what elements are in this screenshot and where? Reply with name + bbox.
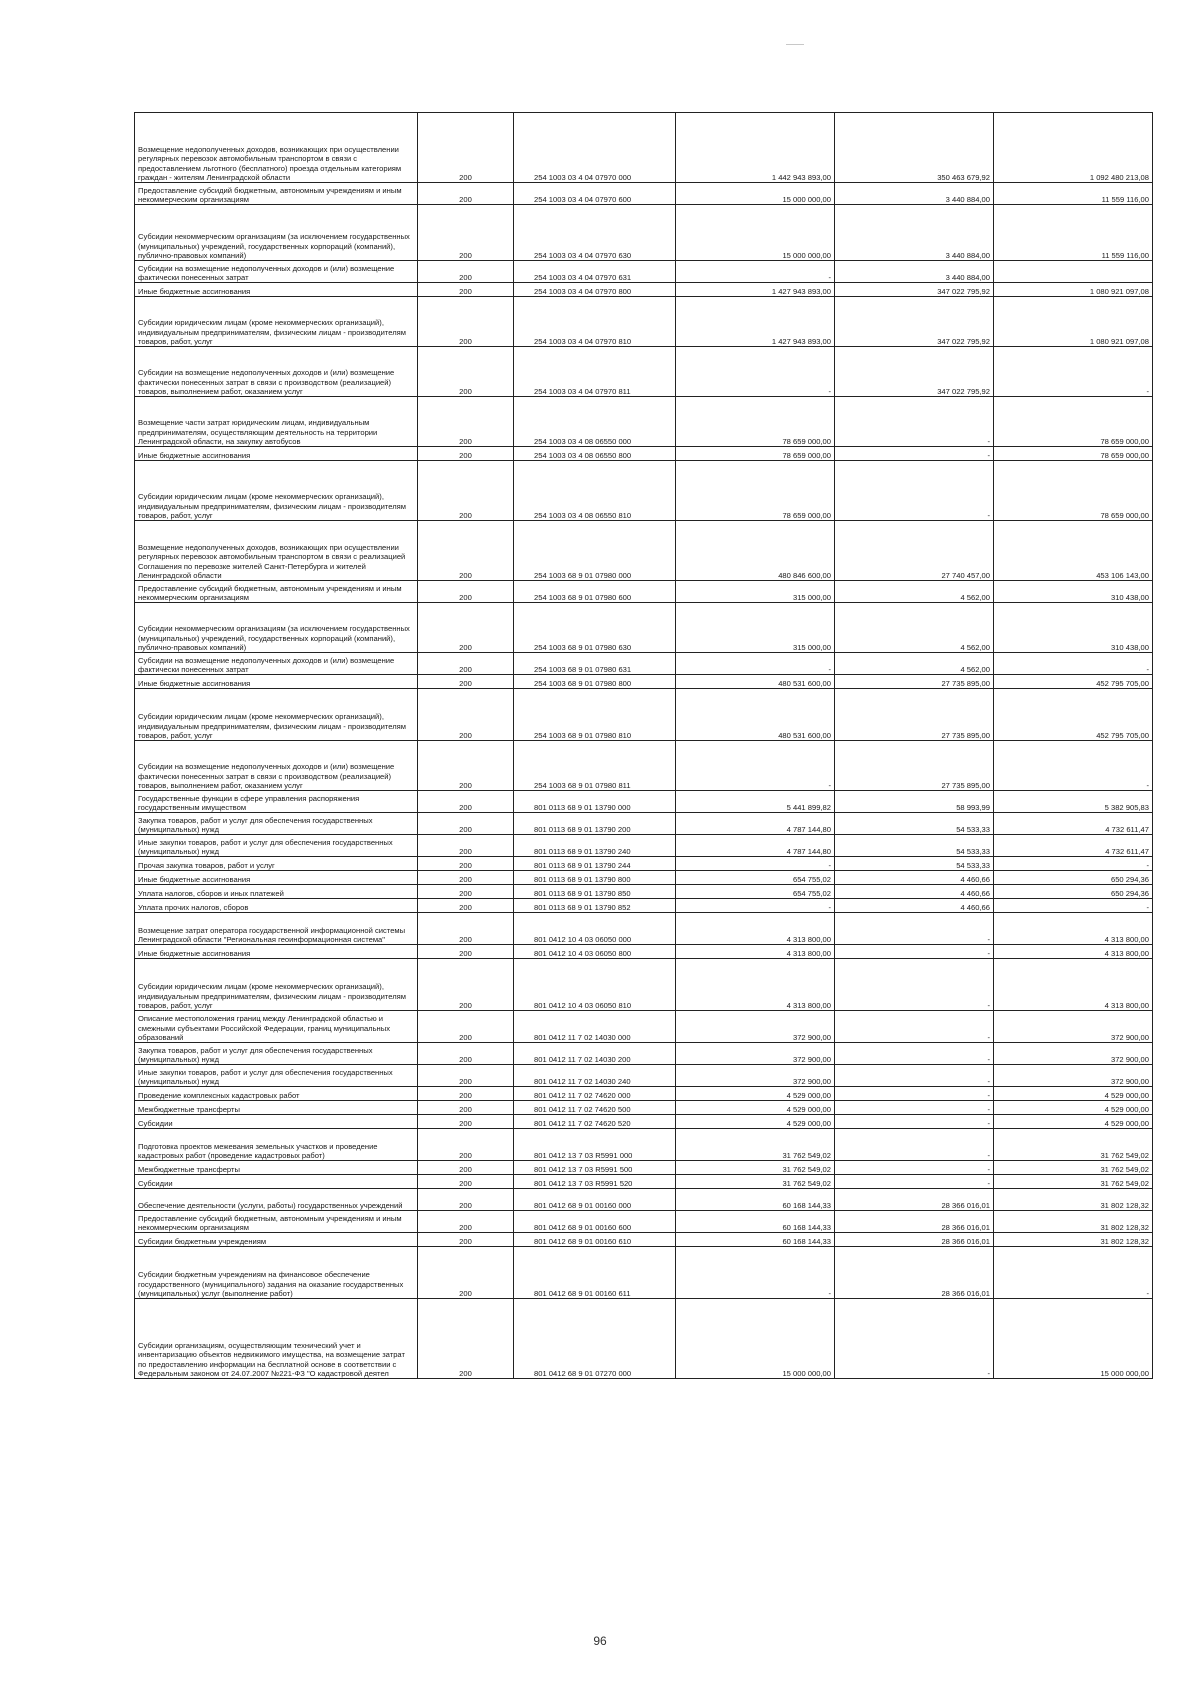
- row-kbk-cell: 801 0412 10 4 03 06050 810: [514, 959, 676, 1011]
- table-row: [135, 791, 1153, 813]
- row-unexecuted-cell: 31 762 549,02: [994, 1161, 1153, 1175]
- row-name-cell: Закупка товаров, работ и услуг для обеспечения государственных (муниципальных) нужд: [135, 1043, 418, 1065]
- row-executed-cell: -: [835, 1115, 994, 1129]
- row-name-cell: Субсидии на возмещение недополученных доходов и (или) возмещение фактически понесенных затрат в связи с производством (реализацией) товаров, выполнением работ, оказанием услуг: [135, 347, 418, 397]
- row-code-cell: 200: [418, 899, 514, 913]
- row-executed-cell: 347 022 795,92: [835, 347, 994, 397]
- row-executed-cell: 58 993,99: [835, 791, 994, 813]
- table-row: [135, 347, 1153, 397]
- table-row: [135, 1175, 1153, 1189]
- row-kbk-cell: 801 0412 11 7 02 14030 000: [514, 1011, 676, 1043]
- row-unexecuted-cell: 452 795 705,00: [994, 689, 1153, 741]
- row-executed-cell: 4 460,66: [835, 871, 994, 885]
- row-executed-cell: -: [835, 461, 994, 521]
- row-name-cell: Субсидии юридическим лицам (кроме некоммерческих организаций), индивидуальным предпринимателям, физическим лицам - производителям товаров, работ, услуг: [135, 297, 418, 347]
- row-kbk-cell: 801 0412 68 9 01 00160 600: [514, 1211, 676, 1233]
- table-row: [135, 447, 1153, 461]
- row-approved-cell: 31 762 549,02: [676, 1129, 835, 1161]
- row-unexecuted-cell: 4 732 611,47: [994, 835, 1153, 857]
- row-unexecuted-cell: 310 438,00: [994, 581, 1153, 603]
- row-kbk-cell: 254 1003 68 9 01 07980 800: [514, 675, 676, 689]
- row-name-cell: Субсидии на возмещение недополученных доходов и (или) возмещение фактически понесенных затрат: [135, 261, 418, 283]
- row-kbk-cell: 254 1003 68 9 01 07980 631: [514, 653, 676, 675]
- row-approved-cell: 31 762 549,02: [676, 1175, 835, 1189]
- row-kbk-cell: 254 1003 03 4 04 07970 630: [514, 205, 676, 261]
- row-approved-cell: 315 000,00: [676, 581, 835, 603]
- row-unexecuted-cell: 31 802 128,32: [994, 1189, 1153, 1211]
- row-code-cell: 200: [418, 521, 514, 581]
- table-row: [135, 1189, 1153, 1211]
- row-name-cell: Субсидии бюджетным учреждениям: [135, 1233, 418, 1247]
- row-executed-cell: -: [835, 447, 994, 461]
- row-name-cell: Субсидии юридическим лицам (кроме некоммерческих организаций), индивидуальным предпринимателям, физическим лицам - производителям товаров, работ, услуг: [135, 461, 418, 521]
- table-row: [135, 1065, 1153, 1087]
- row-approved-cell: -: [676, 1247, 835, 1299]
- row-code-cell: 200: [418, 1087, 514, 1101]
- row-code-cell: 200: [418, 1247, 514, 1299]
- row-approved-cell: 315 000,00: [676, 603, 835, 653]
- row-unexecuted-cell: 372 900,00: [994, 1043, 1153, 1065]
- row-name-cell: Возмещение недополученных доходов, возникающих при осуществлении регулярных перевозок автомобильным транспортом в связи с предоставлением льготного (бесплатного) проезда отдельным категориям граждан - жителям Ленинградской области: [135, 113, 418, 183]
- table-row: [135, 959, 1153, 1011]
- row-unexecuted-cell: 11 559 116,00: [994, 183, 1153, 205]
- row-kbk-cell: 801 0412 10 4 03 06050 800: [514, 945, 676, 959]
- row-name-cell: Закупка товаров, работ и услуг для обеспечения государственных (муниципальных) нужд: [135, 813, 418, 835]
- row-code-cell: 200: [418, 397, 514, 447]
- row-kbk-cell: 254 1003 68 9 01 07980 811: [514, 741, 676, 791]
- row-name-cell: Обеспечение деятельности (услуги, работы) государственных учреждений: [135, 1189, 418, 1211]
- row-executed-cell: 4 562,00: [835, 581, 994, 603]
- row-kbk-cell: 254 1003 03 4 04 07970 810: [514, 297, 676, 347]
- row-approved-cell: 78 659 000,00: [676, 397, 835, 447]
- row-executed-cell: -: [835, 1161, 994, 1175]
- row-approved-cell: 1 427 943 893,00: [676, 283, 835, 297]
- row-unexecuted-cell: 1 080 921 097,08: [994, 283, 1153, 297]
- row-approved-cell: 1 427 943 893,00: [676, 297, 835, 347]
- row-code-cell: 200: [418, 791, 514, 813]
- table-row: [135, 603, 1153, 653]
- table-row: [135, 1247, 1153, 1299]
- row-approved-cell: 372 900,00: [676, 1065, 835, 1087]
- row-approved-cell: 15 000 000,00: [676, 205, 835, 261]
- row-unexecuted-cell: 4 529 000,00: [994, 1115, 1153, 1129]
- row-executed-cell: 3 440 884,00: [835, 205, 994, 261]
- row-executed-cell: -: [835, 1101, 994, 1115]
- row-name-cell: Субсидии некоммерческим организациям (за исключением государственных (муниципальных) учреждений, государственных корпораций (компаний), публично-правовых компаний): [135, 603, 418, 653]
- row-name-cell: Возмещение затрат оператора государственной информационной системы Ленинградской области "Региональная геоинформационная система": [135, 913, 418, 945]
- table-row: [135, 1161, 1153, 1175]
- row-unexecuted-cell: 31 802 128,32: [994, 1233, 1153, 1247]
- row-name-cell: Иные бюджетные ассигнования: [135, 283, 418, 297]
- row-executed-cell: 3 440 884,00: [835, 183, 994, 205]
- row-kbk-cell: 254 1003 03 4 04 07970 600: [514, 183, 676, 205]
- row-executed-cell: -: [835, 1129, 994, 1161]
- row-approved-cell: 480 531 600,00: [676, 675, 835, 689]
- row-kbk-cell: 254 1003 03 4 04 07970 000: [514, 113, 676, 183]
- row-name-cell: Субсидии: [135, 1115, 418, 1129]
- row-executed-cell: -: [835, 397, 994, 447]
- table-row: [135, 675, 1153, 689]
- row-code-cell: 200: [418, 857, 514, 871]
- row-code-cell: 200: [418, 913, 514, 945]
- row-executed-cell: 28 366 016,01: [835, 1247, 994, 1299]
- row-executed-cell: -: [835, 1087, 994, 1101]
- row-code-cell: 200: [418, 1011, 514, 1043]
- row-approved-cell: 4 313 800,00: [676, 913, 835, 945]
- row-name-cell: Субсидии некоммерческим организациям (за исключением государственных (муниципальных) учреждений, государственных корпораций (компаний), публично-правовых компаний): [135, 205, 418, 261]
- row-unexecuted-cell: 31 802 128,32: [994, 1211, 1153, 1233]
- page-number: 96: [593, 1634, 607, 1648]
- row-name-cell: Подготовка проектов межевания земельных участков и проведение кадастровых работ (проведение кадастровых работ): [135, 1129, 418, 1161]
- row-executed-cell: 27 735 895,00: [835, 741, 994, 791]
- row-kbk-cell: 254 1003 03 4 04 07970 800: [514, 283, 676, 297]
- row-code-cell: 200: [418, 871, 514, 885]
- row-approved-cell: -: [676, 857, 835, 871]
- table-row: [135, 461, 1153, 521]
- table-row: [135, 1115, 1153, 1129]
- row-executed-cell: 350 463 679,92: [835, 113, 994, 183]
- row-name-cell: Субсидии юридическим лицам (кроме некоммерческих организаций), индивидуальным предпринимателям, физическим лицам - производителям товаров, работ, услуг: [135, 959, 418, 1011]
- row-executed-cell: -: [835, 1299, 994, 1379]
- row-name-cell: Субсидии: [135, 1175, 418, 1189]
- row-name-cell: Предоставление субсидий бюджетным, автономным учреждениям и иным некоммерческим организациям: [135, 183, 418, 205]
- row-code-cell: 200: [418, 741, 514, 791]
- row-kbk-cell: 801 0412 11 7 02 74620 520: [514, 1115, 676, 1129]
- row-approved-cell: 1 442 943 893,00: [676, 113, 835, 183]
- row-unexecuted-cell: 15 000 000,00: [994, 1299, 1153, 1379]
- table-row: [135, 1129, 1153, 1161]
- table-row: [135, 283, 1153, 297]
- row-code-cell: 200: [418, 283, 514, 297]
- row-code-cell: 200: [418, 603, 514, 653]
- row-unexecuted-cell: 1 092 480 213,08: [994, 113, 1153, 183]
- table-row: [135, 885, 1153, 899]
- row-executed-cell: -: [835, 959, 994, 1011]
- row-kbk-cell: 801 0412 13 7 03 R5991 500: [514, 1161, 676, 1175]
- row-code-cell: 200: [418, 1129, 514, 1161]
- row-approved-cell: 654 755,02: [676, 885, 835, 899]
- row-name-cell: Государственные функции в сфере управления распоряжения государственным имуществом: [135, 791, 418, 813]
- row-unexecuted-cell: 4 529 000,00: [994, 1087, 1153, 1101]
- row-kbk-cell: 801 0113 68 9 01 13790 850: [514, 885, 676, 899]
- table-row: [135, 397, 1153, 447]
- budget-execution-table: [134, 112, 1153, 1379]
- row-kbk-cell: 801 0412 68 9 01 07270 000: [514, 1299, 676, 1379]
- row-name-cell: Предоставление субсидий бюджетным, автономным учреждениям и иным некоммерческим организациям: [135, 1211, 418, 1233]
- row-executed-cell: 54 533,33: [835, 813, 994, 835]
- row-approved-cell: 4 313 800,00: [676, 959, 835, 1011]
- row-kbk-cell: 254 1003 03 4 04 07970 631: [514, 261, 676, 283]
- row-kbk-cell: 801 0113 68 9 01 13790 244: [514, 857, 676, 871]
- row-approved-cell: -: [676, 347, 835, 397]
- table-row: [135, 1087, 1153, 1101]
- row-kbk-cell: 254 1003 03 4 04 07970 811: [514, 347, 676, 397]
- table-row: [135, 205, 1153, 261]
- row-executed-cell: 27 740 457,00: [835, 521, 994, 581]
- row-approved-cell: 480 531 600,00: [676, 689, 835, 741]
- row-name-cell: Иные бюджетные ассигнования: [135, 447, 418, 461]
- row-code-cell: 200: [418, 183, 514, 205]
- row-executed-cell: -: [835, 945, 994, 959]
- row-kbk-cell: 801 0113 68 9 01 13790 200: [514, 813, 676, 835]
- table-row: [135, 581, 1153, 603]
- row-executed-cell: 54 533,33: [835, 857, 994, 871]
- row-kbk-cell: 801 0113 68 9 01 13790 000: [514, 791, 676, 813]
- row-name-cell: Иные закупки товаров, работ и услуг для обеспечения государственных (муниципальных) нужд: [135, 835, 418, 857]
- row-name-cell: Проведение комплексных кадастровых работ: [135, 1087, 418, 1101]
- row-unexecuted-cell: 11 559 116,00: [994, 205, 1153, 261]
- row-unexecuted-cell: 4 313 800,00: [994, 945, 1153, 959]
- row-approved-cell: 4 787 144,80: [676, 835, 835, 857]
- row-code-cell: 200: [418, 885, 514, 899]
- row-executed-cell: 27 735 895,00: [835, 689, 994, 741]
- row-executed-cell: -: [835, 1043, 994, 1065]
- row-kbk-cell: 801 0412 11 7 02 14030 240: [514, 1065, 676, 1087]
- row-executed-cell: -: [835, 1011, 994, 1043]
- row-approved-cell: 4 313 800,00: [676, 945, 835, 959]
- row-code-cell: 200: [418, 1233, 514, 1247]
- row-name-cell: Возмещение части затрат юридическим лицам, индивидуальным предпринимателям, осуществляющим деятельность на территории Ленинградской области, на закупку автобусов: [135, 397, 418, 447]
- row-code-cell: 200: [418, 113, 514, 183]
- row-executed-cell: 4 562,00: [835, 653, 994, 675]
- row-approved-cell: -: [676, 261, 835, 283]
- row-kbk-cell: 801 0113 68 9 01 13790 800: [514, 871, 676, 885]
- table-row: [135, 913, 1153, 945]
- row-kbk-cell: 801 0113 68 9 01 13790 240: [514, 835, 676, 857]
- row-code-cell: 200: [418, 653, 514, 675]
- row-name-cell: Предоставление субсидий бюджетным, автономным учреждениям и иным некоммерческим организациям: [135, 581, 418, 603]
- row-code-cell: 200: [418, 297, 514, 347]
- row-approved-cell: -: [676, 899, 835, 913]
- table-row: [135, 113, 1153, 183]
- row-unexecuted-cell: 31 762 549,02: [994, 1175, 1153, 1189]
- row-approved-cell: 5 441 899,82: [676, 791, 835, 813]
- table-row: [135, 297, 1153, 347]
- row-unexecuted-cell: 310 438,00: [994, 603, 1153, 653]
- row-kbk-cell: 254 1003 68 9 01 07980 630: [514, 603, 676, 653]
- table-row: [135, 689, 1153, 741]
- row-code-cell: 200: [418, 347, 514, 397]
- row-executed-cell: 3 440 884,00: [835, 261, 994, 283]
- row-unexecuted-cell: -: [994, 347, 1153, 397]
- table-row: [135, 1299, 1153, 1379]
- row-name-cell: Иные бюджетные ассигнования: [135, 675, 418, 689]
- row-kbk-cell: 801 0412 13 7 03 R5991 000: [514, 1129, 676, 1161]
- row-name-cell: Иные бюджетные ассигнования: [135, 871, 418, 885]
- row-code-cell: 200: [418, 675, 514, 689]
- row-unexecuted-cell: -: [994, 741, 1153, 791]
- table-row: [135, 521, 1153, 581]
- row-approved-cell: 4 529 000,00: [676, 1115, 835, 1129]
- row-code-cell: 200: [418, 1101, 514, 1115]
- row-executed-cell: 4 562,00: [835, 603, 994, 653]
- row-name-cell: Субсидии бюджетным учреждениям на финансовое обеспечение государственного (муниципального) задания на оказание государственных (муниципальных) услуг (выполнение работ): [135, 1247, 418, 1299]
- row-name-cell: Прочая закупка товаров, работ и услуг: [135, 857, 418, 871]
- table-row: [135, 871, 1153, 885]
- row-executed-cell: -: [835, 1175, 994, 1189]
- row-executed-cell: 28 366 016,01: [835, 1233, 994, 1247]
- row-unexecuted-cell: 650 294,36: [994, 871, 1153, 885]
- row-code-cell: 200: [418, 1161, 514, 1175]
- row-executed-cell: 347 022 795,92: [835, 297, 994, 347]
- table-row: [135, 1011, 1153, 1043]
- table-row: [135, 261, 1153, 283]
- row-code-cell: 200: [418, 205, 514, 261]
- row-unexecuted-cell: 4 313 800,00: [994, 959, 1153, 1011]
- row-unexecuted-cell: 453 106 143,00: [994, 521, 1153, 581]
- table-body: [135, 113, 1153, 1379]
- row-code-cell: 200: [418, 813, 514, 835]
- row-approved-cell: 4 787 144,80: [676, 813, 835, 835]
- row-approved-cell: 15 000 000,00: [676, 1299, 835, 1379]
- row-kbk-cell: 801 0412 11 7 02 74620 500: [514, 1101, 676, 1115]
- table-row: [135, 183, 1153, 205]
- row-name-cell: Описание местоположения границ между Ленинградской областью и смежными субъектами Российской Федерации, границ муниципальных образований: [135, 1011, 418, 1043]
- row-name-cell: Возмещение недополученных доходов, возникающих при осуществлении регулярных перевозок автомобильным транспортом в связи с реализацией Соглашения по перевозке жителей Санкт-Петербурга и жителей Ленинградской области: [135, 521, 418, 581]
- row-approved-cell: 60 168 144,33: [676, 1211, 835, 1233]
- row-code-cell: 200: [418, 1189, 514, 1211]
- row-code-cell: 200: [418, 959, 514, 1011]
- row-unexecuted-cell: -: [994, 857, 1153, 871]
- table-row: [135, 835, 1153, 857]
- row-approved-cell: 4 529 000,00: [676, 1087, 835, 1101]
- row-approved-cell: 60 168 144,33: [676, 1233, 835, 1247]
- row-unexecuted-cell: 650 294,36: [994, 885, 1153, 899]
- table-row: [135, 899, 1153, 913]
- row-approved-cell: -: [676, 653, 835, 675]
- row-executed-cell: 4 460,66: [835, 885, 994, 899]
- row-code-cell: 200: [418, 1043, 514, 1065]
- row-code-cell: 200: [418, 1299, 514, 1379]
- row-name-cell: Уплата налогов, сборов и иных платежей: [135, 885, 418, 899]
- row-kbk-cell: 801 0412 13 7 03 R5991 520: [514, 1175, 676, 1189]
- row-executed-cell: 27 735 895,00: [835, 675, 994, 689]
- row-unexecuted-cell: 372 900,00: [994, 1065, 1153, 1087]
- row-code-cell: 200: [418, 261, 514, 283]
- row-code-cell: 200: [418, 835, 514, 857]
- table-row: [135, 813, 1153, 835]
- row-unexecuted-cell: 78 659 000,00: [994, 397, 1153, 447]
- row-code-cell: 200: [418, 1065, 514, 1087]
- row-kbk-cell: 801 0412 11 7 02 14030 200: [514, 1043, 676, 1065]
- table-row: [135, 1233, 1153, 1247]
- table-row: [135, 1211, 1153, 1233]
- row-kbk-cell: 801 0412 10 4 03 06050 000: [514, 913, 676, 945]
- row-name-cell: Субсидии организациям, осуществляющим технический учет и инвентаризацию объектов недвижимого имущества, на возмещение затрат по предоставлению информации на бесплатной основе в соответствии с Федеральным законом от 24.07.2007 №221-ФЗ "О кадастровой деятел: [135, 1299, 418, 1379]
- row-kbk-cell: 254 1003 03 4 08 06550 000: [514, 397, 676, 447]
- row-name-cell: Уплата прочих налогов, сборов: [135, 899, 418, 913]
- row-name-cell: Субсидии на возмещение недополученных доходов и (или) возмещение фактически понесенных затрат в связи с производством (реализацией) товаров, выполнением работ, оказанием услуг: [135, 741, 418, 791]
- scan-mark: [786, 44, 804, 45]
- row-kbk-cell: 254 1003 68 9 01 07980 000: [514, 521, 676, 581]
- row-kbk-cell: 801 0412 68 9 01 00160 000: [514, 1189, 676, 1211]
- row-approved-cell: 60 168 144,33: [676, 1189, 835, 1211]
- row-approved-cell: 372 900,00: [676, 1011, 835, 1043]
- row-name-cell: Субсидии юридическим лицам (кроме некоммерческих организаций), индивидуальным предпринимателям, физическим лицам - производителям товаров, работ, услуг: [135, 689, 418, 741]
- table-row: [135, 1043, 1153, 1065]
- row-unexecuted-cell: -: [994, 653, 1153, 675]
- row-executed-cell: 28 366 016,01: [835, 1189, 994, 1211]
- row-code-cell: 200: [418, 581, 514, 603]
- row-unexecuted-cell: 78 659 000,00: [994, 447, 1153, 461]
- row-executed-cell: -: [835, 913, 994, 945]
- table-row: [135, 1101, 1153, 1115]
- row-executed-cell: 54 533,33: [835, 835, 994, 857]
- row-unexecuted-cell: 452 795 705,00: [994, 675, 1153, 689]
- row-kbk-cell: 254 1003 03 4 08 06550 810: [514, 461, 676, 521]
- row-name-cell: Субсидии на возмещение недополученных доходов и (или) возмещение фактически понесенных затрат: [135, 653, 418, 675]
- row-approved-cell: 654 755,02: [676, 871, 835, 885]
- row-code-cell: 200: [418, 461, 514, 521]
- row-unexecuted-cell: -: [994, 1247, 1153, 1299]
- row-unexecuted-cell: 31 762 549,02: [994, 1129, 1153, 1161]
- row-approved-cell: 31 762 549,02: [676, 1161, 835, 1175]
- row-kbk-cell: 254 1003 68 9 01 07980 810: [514, 689, 676, 741]
- table-row: [135, 741, 1153, 791]
- table-row: [135, 945, 1153, 959]
- row-approved-cell: 78 659 000,00: [676, 447, 835, 461]
- row-name-cell: Иные закупки товаров, работ и услуг для обеспечения государственных (муниципальных) нужд: [135, 1065, 418, 1087]
- row-unexecuted-cell: 372 900,00: [994, 1011, 1153, 1043]
- row-executed-cell: 4 460,66: [835, 899, 994, 913]
- row-approved-cell: 4 529 000,00: [676, 1101, 835, 1115]
- row-unexecuted-cell: 4 529 000,00: [994, 1101, 1153, 1115]
- row-unexecuted-cell: 5 382 905,83: [994, 791, 1153, 813]
- row-kbk-cell: 801 0412 68 9 01 00160 610: [514, 1233, 676, 1247]
- row-approved-cell: -: [676, 741, 835, 791]
- row-code-cell: 200: [418, 945, 514, 959]
- row-code-cell: 200: [418, 689, 514, 741]
- row-code-cell: 200: [418, 1175, 514, 1189]
- table-row: [135, 857, 1153, 871]
- row-unexecuted-cell: 4 732 611,47: [994, 813, 1153, 835]
- row-unexecuted-cell: 4 313 800,00: [994, 913, 1153, 945]
- row-executed-cell: 347 022 795,92: [835, 283, 994, 297]
- row-code-cell: 200: [418, 1115, 514, 1129]
- row-approved-cell: 480 846 600,00: [676, 521, 835, 581]
- row-unexecuted-cell: 1 080 921 097,08: [994, 297, 1153, 347]
- row-unexecuted-cell: 78 659 000,00: [994, 461, 1153, 521]
- row-name-cell: Иные бюджетные ассигнования: [135, 945, 418, 959]
- row-name-cell: Межбюджетные трансферты: [135, 1161, 418, 1175]
- row-approved-cell: 78 659 000,00: [676, 461, 835, 521]
- row-kbk-cell: 801 0113 68 9 01 13790 852: [514, 899, 676, 913]
- row-approved-cell: 372 900,00: [676, 1043, 835, 1065]
- row-approved-cell: 15 000 000,00: [676, 183, 835, 205]
- row-code-cell: 200: [418, 447, 514, 461]
- row-name-cell: Межбюджетные трансферты: [135, 1101, 418, 1115]
- row-kbk-cell: 254 1003 03 4 08 06550 800: [514, 447, 676, 461]
- row-executed-cell: -: [835, 1065, 994, 1087]
- row-kbk-cell: 801 0412 68 9 01 00160 611: [514, 1247, 676, 1299]
- row-unexecuted-cell: [994, 261, 1153, 283]
- table-row: [135, 653, 1153, 675]
- row-kbk-cell: 801 0412 11 7 02 74620 000: [514, 1087, 676, 1101]
- row-kbk-cell: 254 1003 68 9 01 07980 600: [514, 581, 676, 603]
- row-code-cell: 200: [418, 1211, 514, 1233]
- row-executed-cell: 28 366 016,01: [835, 1211, 994, 1233]
- row-unexecuted-cell: -: [994, 899, 1153, 913]
